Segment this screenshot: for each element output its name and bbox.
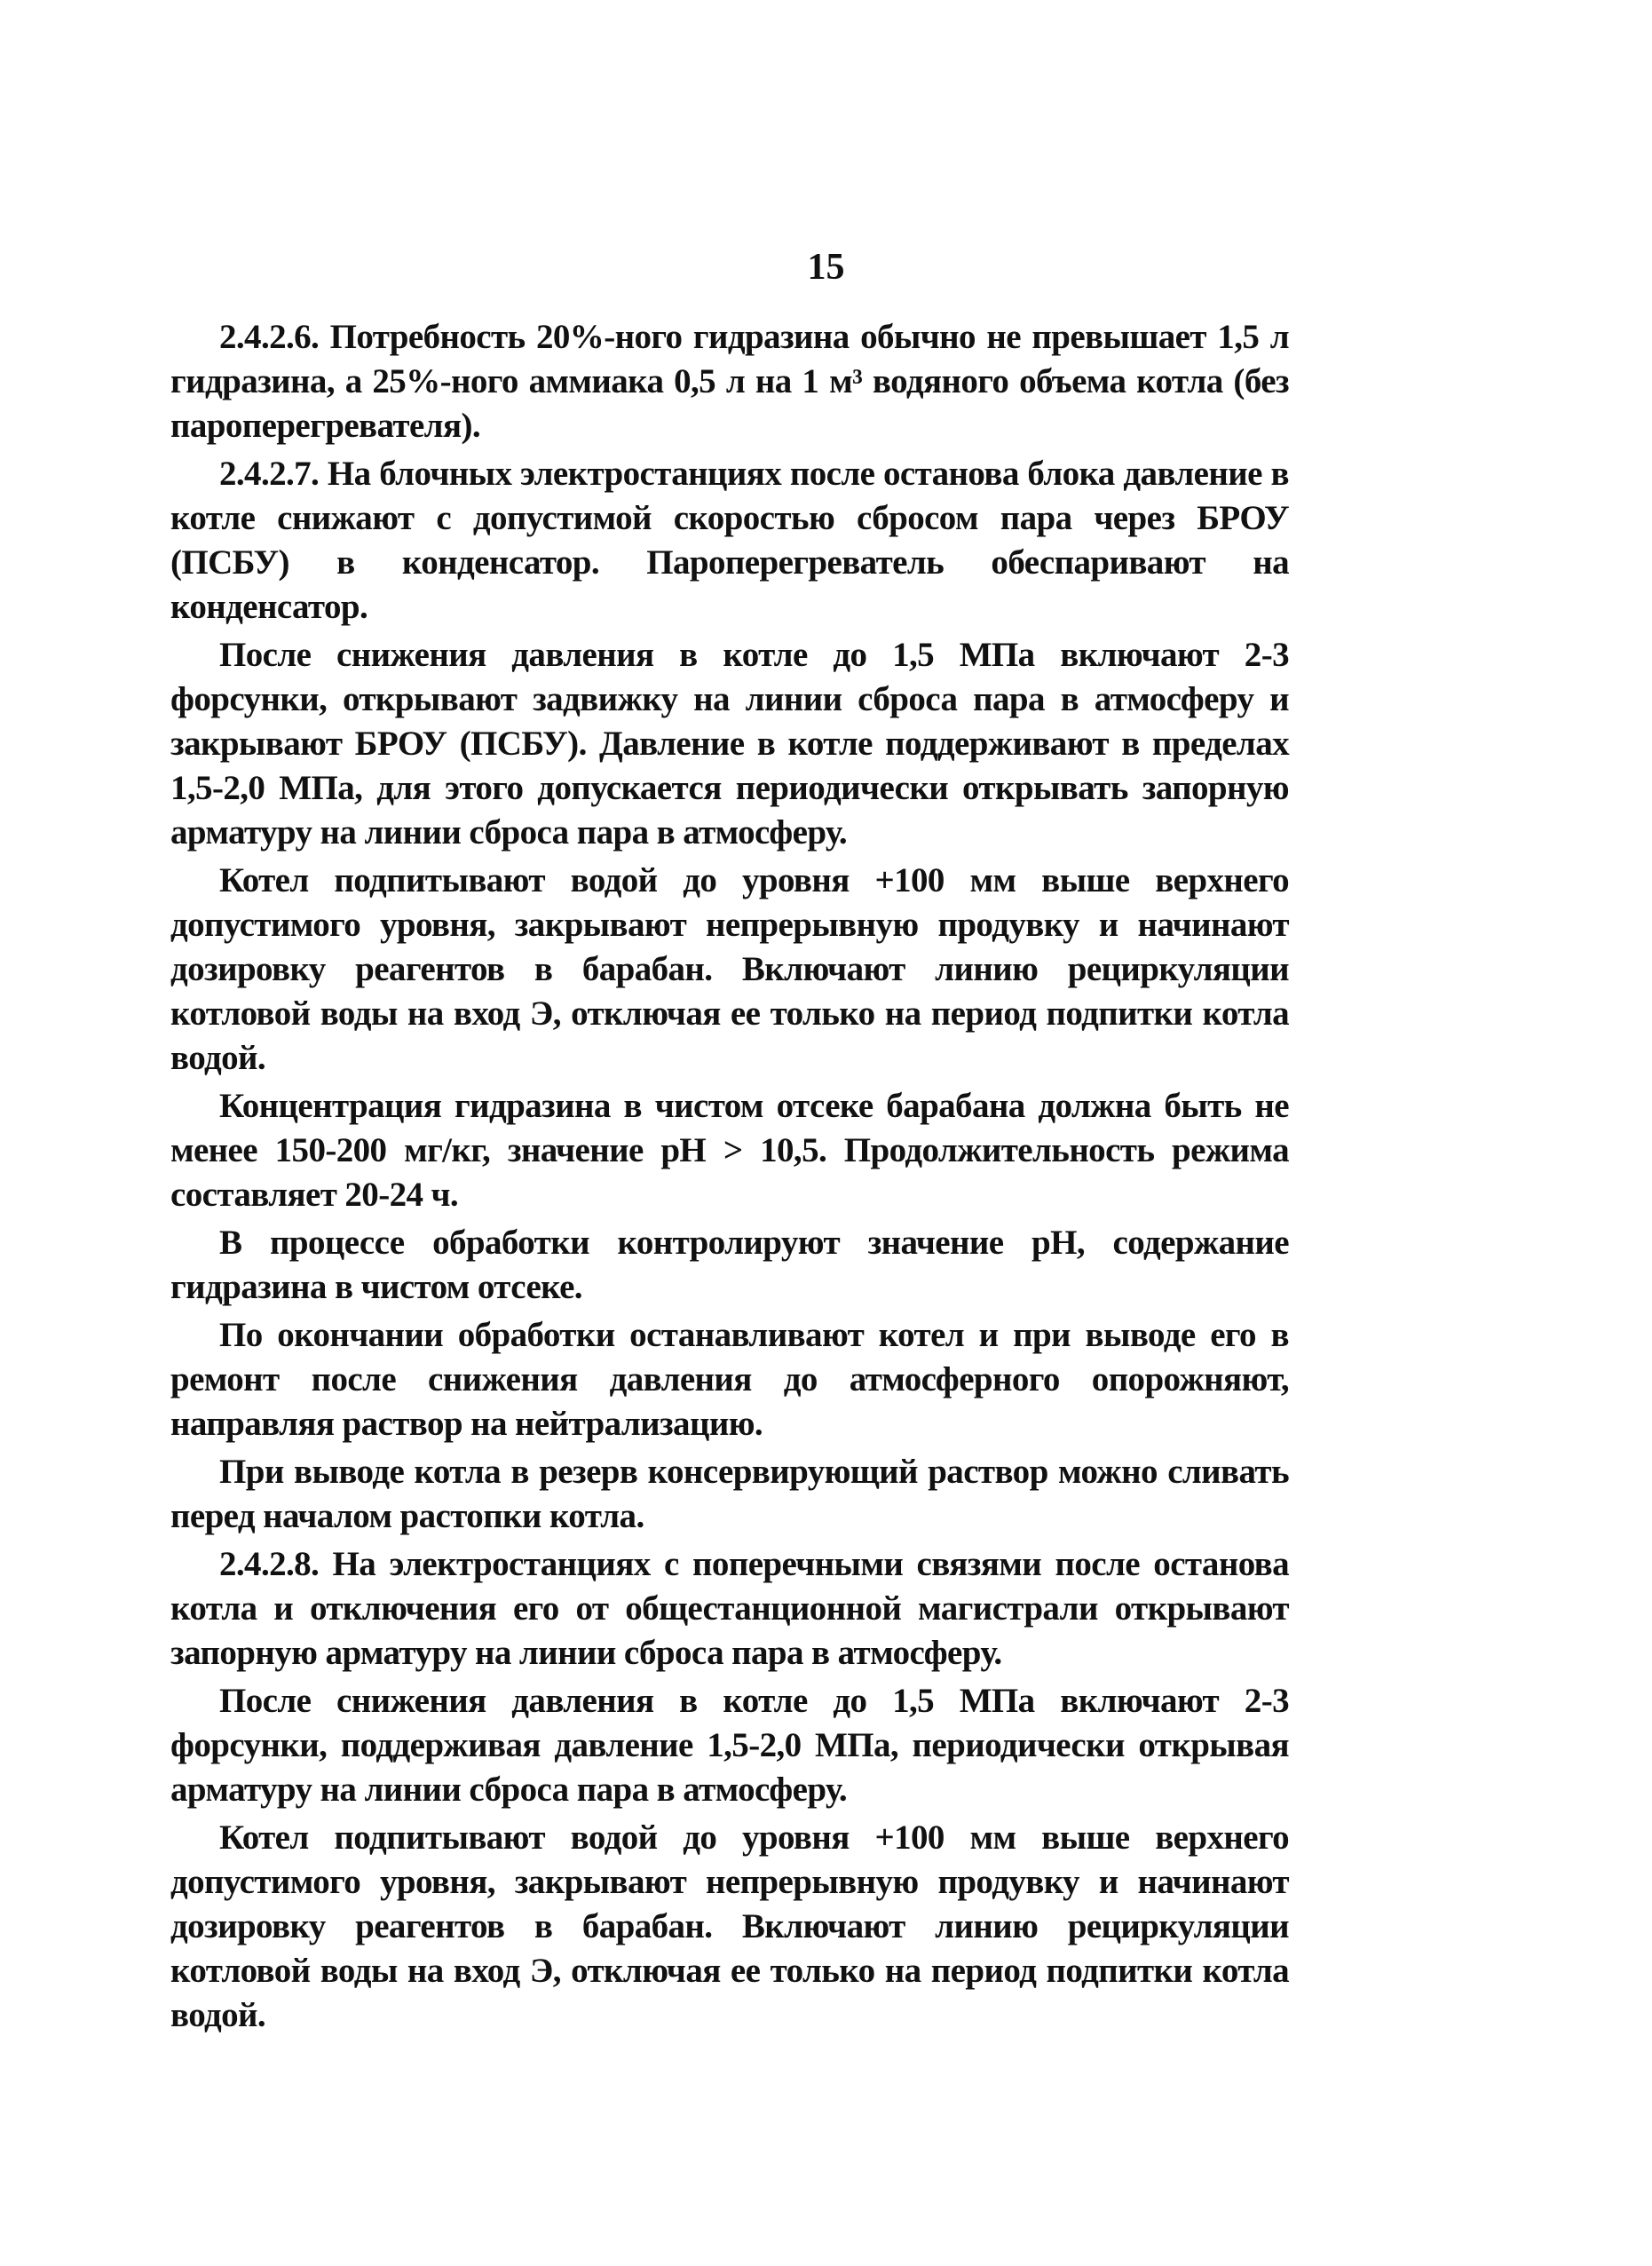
paragraph-hydrazine-concentration: Концентрация гидразина в чистом отсеке барабана должна быть не менее 150-200 мг/кг, значение pH > 10,5. Продолжительность режима составляет 20-24 ч. [170,1087,1289,1214]
paragraph-process-control: В процессе обработки контролируют значение pH, содержание гидразина в чистом отсеке. [170,1224,1289,1306]
paragraph-pressure-reduction: После снижения давления в котле до 1,5 МПа включают 2-3 форсунки, открывают задвижку на линии сброса пара в атмосферу и закрывают БРОУ (ПСБУ). Давление в котле поддерживают в пределах 1,5-2,0 МПа, для этого допускается периодически открывать запорную арматуру на линии сброса пара в атмосферу. [170,636,1289,852]
paragraph-2-4-2-8: 2.4.2.8. На электростанциях с поперечными связями после останова котла и отключения его от общестанционной магистрали открывают запорную арматуру на линии сброса пара в атмосферу. [170,1545,1289,1672]
page-number: 15 [807,247,845,288]
document-body [170,315,1289,2041]
paragraph-feeding-reagents-repeat: Котел подпитывают водой до уровня +100 мм выше верхнего допустимого уровня, закрывают непрерывную продувку и начинают дозировку реагентов в барабан. Включают линию рециркуляции котловой воды на вход Э, отключая ее только на период подпитки котла водой. [170,1818,1289,2034]
paragraph-end-of-treatment: По окончании обработки останавливают котел и при выводе его в ремонт после снижения давления до атмосферного опорожняют, направляя раствор на нейтрализацию. [170,1316,1289,1443]
paragraph-burners-pressure: После снижения давления в котле до 1,5 МПа включают 2-3 форсунки, поддерживая давление 1,5-2,0 МПа, периодически открывая арматуру на линии сброса пара в атмосферу. [170,1682,1289,1809]
paragraph-feeding-reagents: Котел подпитывают водой до уровня +100 мм выше верхнего допустимого уровня, закрывают непрерывную продувку и начинают дозировку реагентов в барабан. Включают линию рециркуляции котловой воды на вход Э, отключая ее только на период подпитки котла водой. [170,861,1289,1077]
paragraph-reserve-drain: При выводе котла в резерв консервирующий раствор можно сливать перед началом растопки котла. [170,1453,1289,1535]
paragraph-2-4-2-6: 2.4.2.6. Потребность 20%-ного гидразина обычно не превышает 1,5 л гидразина, а 25%-ного аммиака 0,5 л на 1 м³ водяного объема котла (без пароперегревателя). [170,318,1289,445]
paragraph-2-4-2-7: 2.4.2.7. На блочных электростанциях после останова блока давление в котле снижают с допустимой скоростью сбросом пара через БРОУ (ПСБУ) в конденсатор. Пароперегреватель обеспаривают на конденсатор. [170,455,1289,626]
